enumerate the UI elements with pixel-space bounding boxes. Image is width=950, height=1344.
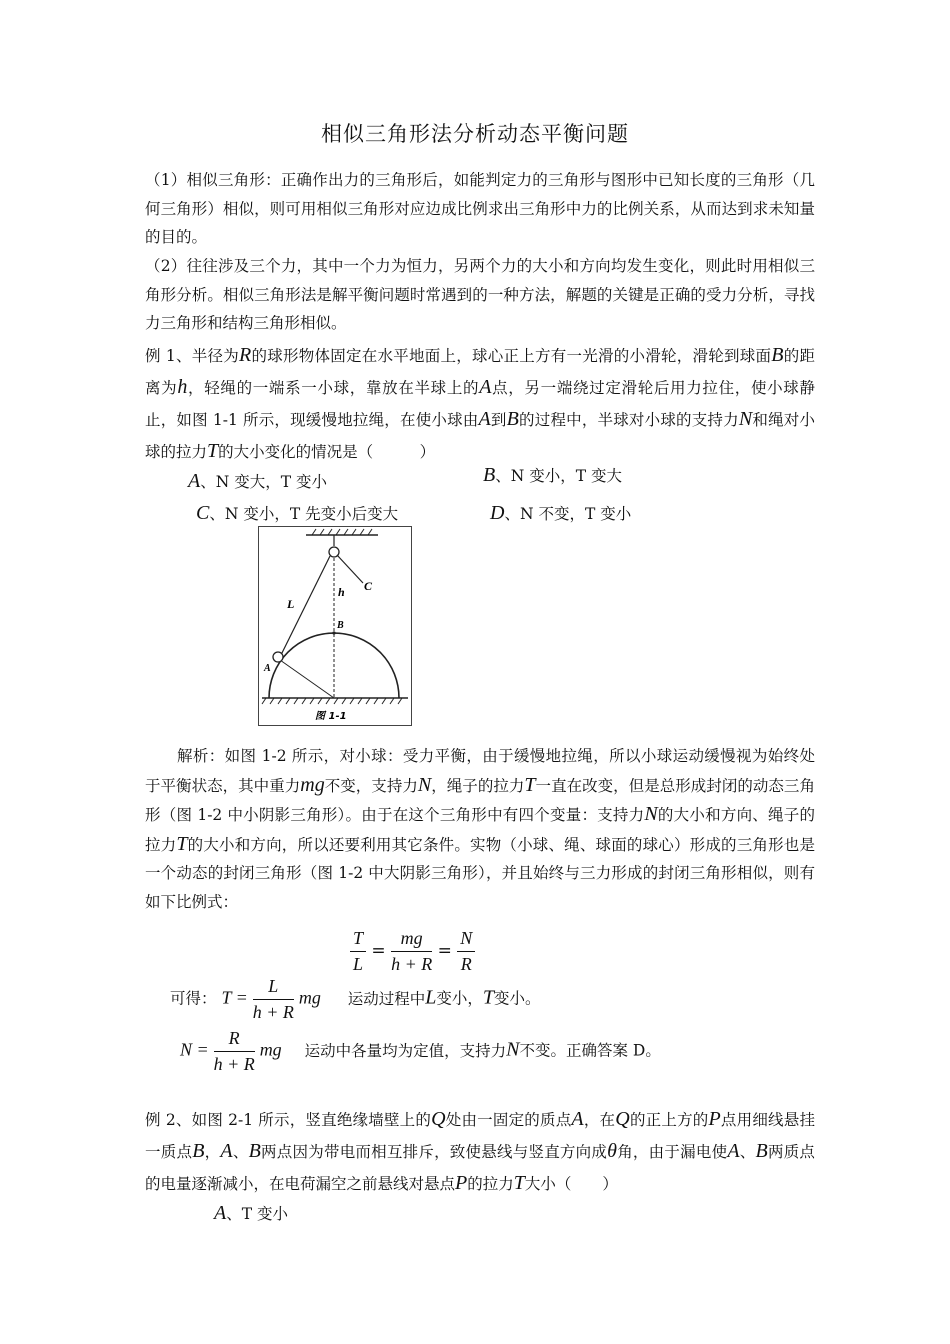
small-ball bbox=[273, 652, 283, 662]
result-N-line: N = $\frac{R}{h + R}$ mg 运动中各量均为定值，支持力N不变。正确答案 D。 bbox=[180, 1028, 661, 1074]
option-d: D、N 不变，T 变小 bbox=[490, 502, 632, 524]
figure-1-1 bbox=[258, 526, 412, 726]
option-c: C、N 变小，T 先变小后变大 bbox=[196, 502, 399, 524]
radius-line bbox=[280, 660, 334, 698]
label-B: B bbox=[337, 620, 344, 631]
option-b: B、N 变小，T 变大 bbox=[483, 464, 622, 486]
example-2-question: 例 2、如图 2-1 所示，竖直绝缘墙壁上的Q处由一固定的质点A，在Q的正上方的P点用细线悬挂一质点B，A、B两点因为带电而相互排斥，致使悬线与竖直方向成θ角，由于漏电使A、B两质点的电量逐渐减小，在电荷漏空之前悬线对悬点P的拉力T大小（ ） bbox=[145, 1108, 815, 1194]
intro-paragraph-2: （2）往往涉及三个力，其中一个力为恒力，另两个力的大小和方向均发生变化，则此时用相似三角形分析。相似三角形法是解平衡问题时常遇到的一种方法，解题的关键是正确的受力分析，寻找力三角形和结构三角形相似。 bbox=[145, 257, 815, 332]
example-1-question: 例 1、半径为R的球形物体固定在水平地面上，球心正上方有一光滑的小滑轮，滑轮到球面B的距离为h，轻绳的一端系一小球，靠放在半球上的A点，另一端绕过定滑轮后用力拉住，使小球静止，如图 1-1 所示，现缓慢地拉绳，在使小球由A到B的过程中，半球对小球的支持力N和绳对小球的拉力T的大小变化的情况是（ ） bbox=[145, 344, 815, 462]
label-L: L bbox=[287, 597, 295, 611]
option-a: A、N 变大，T 变小 bbox=[188, 470, 327, 492]
label-h: h bbox=[338, 585, 345, 599]
intro-paragraph-1: （1）相似三角形：正确作出力的三角形后，如能判定力的三角形与图形中已知长度的三角形（几何三角形）相似，则可用相似三角形对应边成比例求出三角形中力的比例关系，从而达到求未知量的目的。 bbox=[145, 171, 815, 246]
page-title: 相似三角形法分析动态平衡问题 bbox=[321, 122, 629, 146]
label-A: A bbox=[264, 663, 271, 674]
analysis-paragraph: 解析：如图 1-2 所示，对小球：受力平衡，由于缓慢地拉绳，所以小球运动缓慢视为始终处于平衡状态，其中重力mg不变，支持力N，绳子的拉力T一直在改变，但是总形成封闭的动态三角形（图 1-2 中小阴影三角形）。由于在这个三角形中有四个变量：支持力N的大小和方向、绳子的拉力T的大小和方向，所以还要利用其它条件。实物（小球、绳、球面的球心）形成的三角形也是一个动态的封闭三角形（图 1-2 中大阴影三角形），并且始终与三力形成的封闭三角形相似，则有如下比例式： bbox=[145, 747, 815, 911]
label-C: C bbox=[364, 579, 373, 593]
figure-caption: 图 1-1 bbox=[315, 711, 347, 722]
proportion-formula: $\frac{T}{L}$ = $\frac{mg}{h + R}$ = $\frac{N}{R}$ bbox=[350, 928, 475, 975]
result-T-line: 可得： T = $\frac{L}{h + R}$ mg 运动过程中L变小，T变小。 bbox=[170, 976, 541, 1022]
pull-rope bbox=[337, 555, 363, 583]
example-2-option-a: A、T 变小 bbox=[214, 1202, 288, 1224]
